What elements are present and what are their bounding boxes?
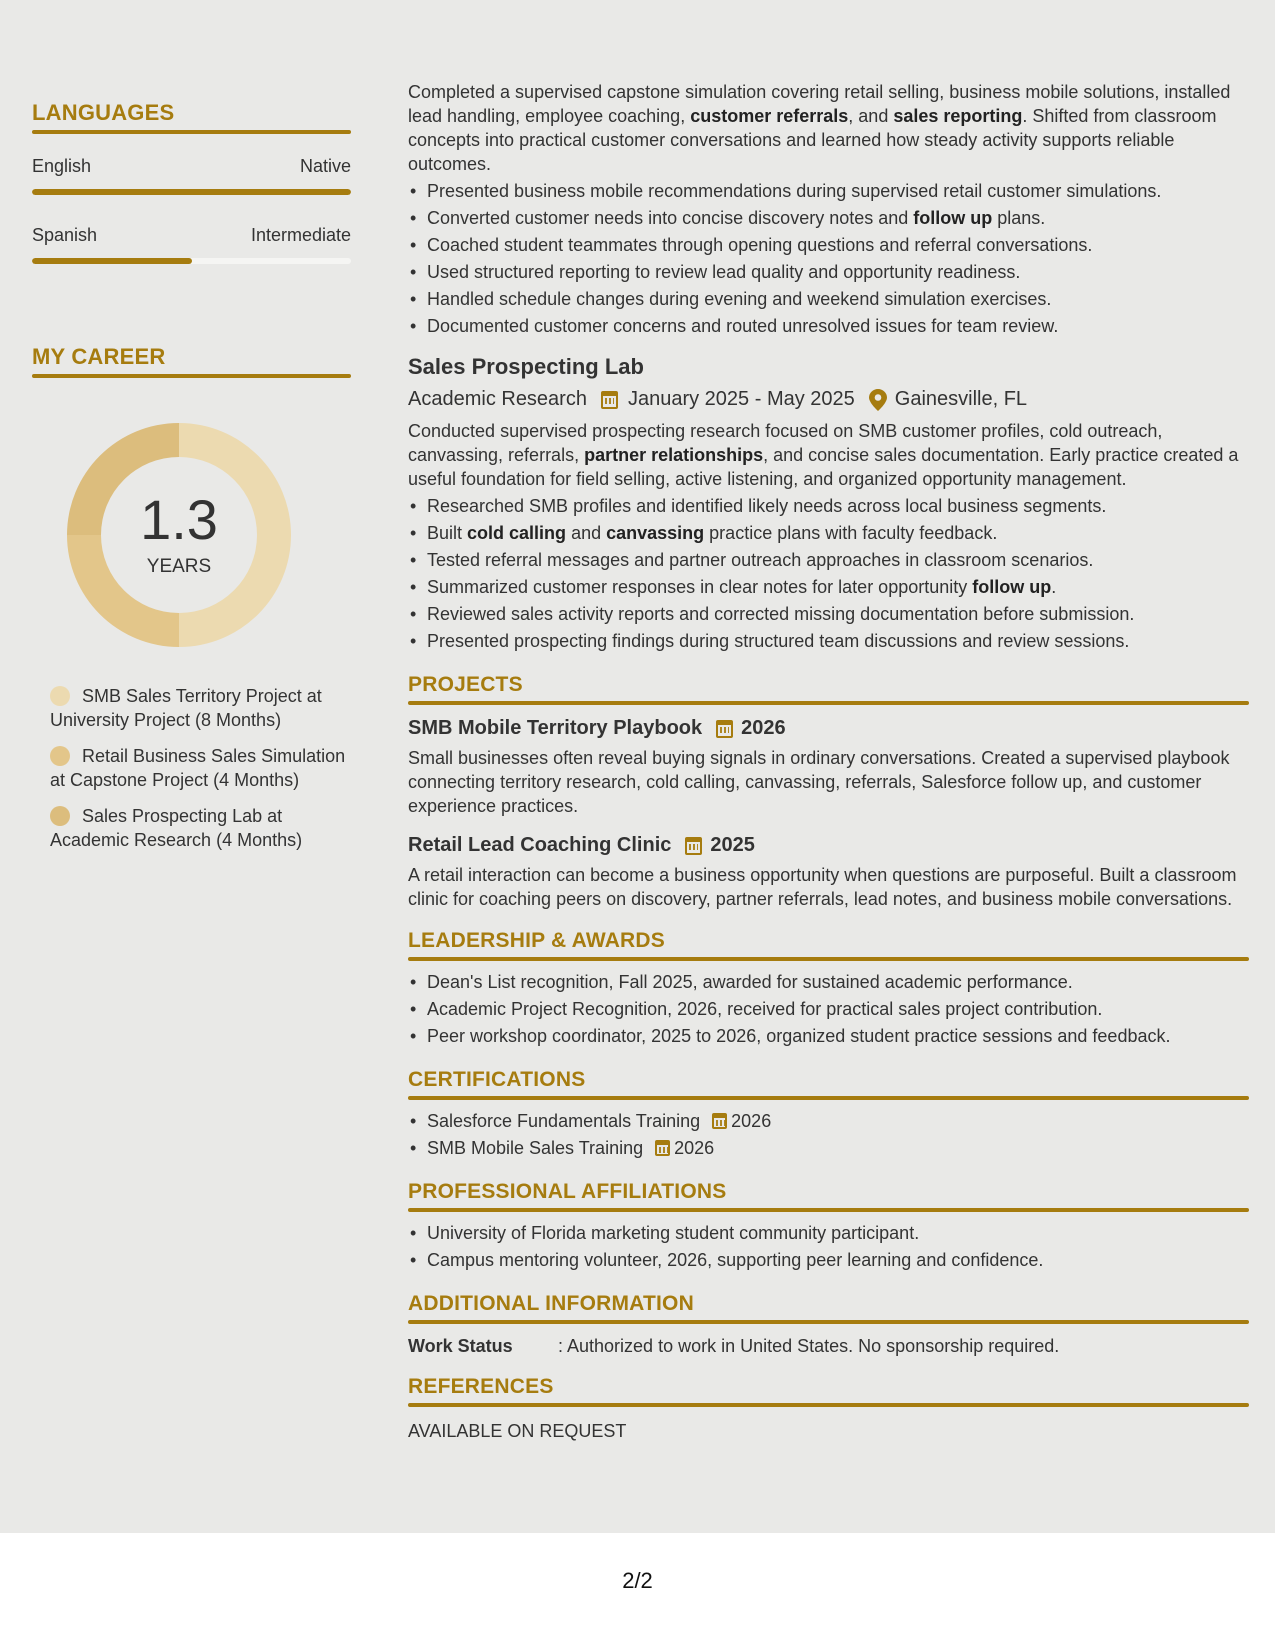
text-segment: practice plans with faculty feedback.: [704, 523, 998, 543]
section-divider: [408, 1403, 1249, 1407]
work-status-value: : Authorized to work in United States. No sponsorship required.: [558, 1336, 1060, 1356]
section-title: REFERENCES: [408, 1375, 554, 1398]
bullet-item: [408, 547, 1249, 574]
affiliation-list: [408, 1220, 1249, 1274]
left-column: [32, 100, 351, 864]
career-legend: [32, 684, 351, 852]
bullet-item: • University of Florida marketing student community participant.: [408, 1220, 1249, 1247]
section-divider: [408, 957, 1249, 961]
career-legend-item: [50, 684, 351, 732]
section-title: MY CAREER: [32, 344, 166, 369]
certification-year: 2026: [731, 1111, 772, 1131]
career-legend-item: [50, 744, 351, 792]
donut-center: [66, 422, 292, 648]
emphasis-text: sales reporting: [893, 106, 1023, 126]
language-row: [32, 156, 351, 177]
section-title: CERTIFICATIONS: [408, 1068, 586, 1091]
text-segment: Converted customer needs into concise discovery notes and: [427, 208, 914, 228]
language-level: Intermediate: [250, 225, 351, 245]
calendar-icon: [655, 1140, 670, 1156]
bullet-item: • Peer workshop coordinator, 2025 to 2026, organized student practice sessions and feedback.: [408, 1023, 1249, 1050]
text-segment: Documented customer concerns and routed unresolved issues for team review.: [427, 316, 1059, 336]
work-status-label: Work Status: [408, 1336, 513, 1356]
bullet-item: [408, 232, 1249, 259]
job-entry: [408, 354, 1249, 655]
bullet-item: [408, 286, 1249, 313]
career-legend-label: Retail Business Sales Simulation at Capstone Project (4 Months): [50, 746, 346, 790]
section-divider: [408, 1208, 1249, 1212]
text-segment: Built: [427, 523, 468, 543]
languages-section: [32, 100, 351, 264]
bullet-item: • Campus mentoring volunteer, 2026, supporting peer learning and confidence.: [408, 1247, 1249, 1274]
calendar-icon: [685, 837, 702, 855]
career-section: [32, 344, 351, 852]
calendar-icon: [716, 720, 733, 738]
job-bullets: [408, 493, 1249, 655]
text-segment: plans.: [992, 208, 1046, 228]
emphasis-text: customer referrals: [690, 106, 849, 126]
experience-continued: [408, 80, 1249, 340]
affiliations-section: [408, 1180, 1249, 1274]
section-divider: [32, 374, 351, 378]
bullet-item: [408, 313, 1249, 340]
text-segment: Conducted supervised prospecting research focused on SMB customer profiles, cold outreach, canvassing, referrals,: [408, 421, 1163, 465]
text-segment: Reviewed sales activity reports and corrected missing documentation before submission.: [427, 604, 1135, 624]
bullet-item: • Dean's List recognition, Fall 2025, awarded for sustained academic performance.: [408, 969, 1249, 996]
work-status-row: [408, 1336, 1249, 1357]
page-number: 2/2: [622, 1568, 653, 1593]
section-divider: [408, 701, 1249, 705]
references-text: AVAILABLE ON REQUEST: [408, 1421, 627, 1441]
job-summary: [408, 419, 1249, 491]
language-row: [32, 225, 351, 246]
bullet-item: [408, 493, 1249, 520]
text-segment: and: [566, 523, 607, 543]
language-name: English: [32, 156, 92, 176]
legend-dot: [50, 806, 70, 826]
language-proficiency-bar: [32, 189, 351, 195]
project-description: A retail interaction can become a business opportunity when questions are purposeful. Built a classroom clinic for coaching peers on discovery, partner referrals, lead notes, and business mobile conversations.: [408, 865, 1237, 909]
references-section: [408, 1375, 1249, 1443]
job-title: Sales Prospecting Lab: [408, 354, 644, 379]
additional-info-section: [408, 1292, 1249, 1357]
language-name: Spanish: [32, 225, 98, 245]
calendar-icon: [712, 1113, 727, 1129]
career-legend-item: [50, 804, 351, 852]
project-title-row: [408, 834, 1249, 857]
text-segment: Presented business mobile recommendations during supervised retail customer simulations.: [427, 181, 1162, 201]
career-total-unit: YEARS: [146, 556, 212, 577]
language-proficiency-fill: [32, 258, 192, 264]
bullet-item: • Academic Project Recognition, 2026, received for practical sales project contribution.: [408, 996, 1249, 1023]
text-segment: Handled schedule changes during evening and weekend simulation exercises.: [427, 289, 1052, 309]
emphasis-text: canvassing: [606, 523, 705, 543]
section-title: ADDITIONAL INFORMATION: [408, 1292, 694, 1315]
section-title: PROFESSIONAL AFFILIATIONS: [408, 1180, 727, 1203]
certifications-section: [408, 1068, 1249, 1162]
language-list: [32, 156, 351, 264]
experience-bullets: [408, 178, 1249, 340]
certification-name: Salesforce Fundamentals Training: [427, 1111, 701, 1131]
text-segment: Completed a supervised capstone simulation covering retail selling, business mobile solutions, installed lead handling, employee coaching,: [408, 82, 1231, 126]
text-segment: Tested referral messages and partner outreach approaches in classroom scenarios.: [427, 550, 1094, 570]
text-segment: Used structured reporting to review lead quality and opportunity readiness.: [427, 262, 1021, 282]
project-title-row: [408, 717, 1249, 740]
emphasis-text: partner relationships: [584, 445, 764, 465]
text-segment: Coached student teammates through opening questions and referral conversations.: [427, 235, 1093, 255]
job-organization: Academic Research: [408, 388, 587, 410]
bullet-item: [408, 574, 1249, 601]
bullet-item: [408, 178, 1249, 205]
certification-name: SMB Mobile Sales Training: [427, 1138, 644, 1158]
text-segment: . Shifted from classroom concepts into practical customer conversations and learned how steady activity supports reliable outcomes.: [408, 106, 1217, 174]
language-proficiency-fill: [32, 189, 351, 195]
right-column: [408, 80, 1249, 1443]
job-dates: January 2025 - May 2025: [627, 388, 855, 410]
legend-dot: [50, 686, 70, 706]
section-title: LEADERSHIP & AWARDS: [408, 929, 665, 952]
career-legend-label: SMB Sales Territory Project at University Project (8 Months): [50, 686, 322, 730]
section-divider: [32, 130, 351, 134]
project-year: 2025: [710, 834, 755, 856]
certification-item: [408, 1108, 1249, 1135]
projects-section: [408, 673, 1249, 911]
project-name: Retail Lead Coaching Clinic: [408, 834, 672, 856]
project-name: SMB Mobile Territory Playbook: [408, 717, 703, 739]
project-list: [408, 717, 1249, 911]
calendar-icon: [601, 391, 618, 409]
career-total-value: 1.3: [140, 488, 218, 551]
leadership-section: [408, 929, 1249, 1050]
section-divider: [408, 1320, 1249, 1324]
career-donut-chart: [66, 422, 292, 648]
section-title: PROJECTS: [408, 673, 523, 696]
project-year: 2026: [741, 717, 786, 739]
language-level: Native: [299, 156, 351, 176]
section-title: LANGUAGES: [32, 100, 175, 125]
emphasis-text: follow up: [913, 208, 993, 228]
text-segment: .: [1051, 577, 1057, 597]
bullet-item: [408, 601, 1249, 628]
emphasis-text: cold calling: [467, 523, 567, 543]
emphasis-text: follow up: [972, 577, 1052, 597]
text-segment: Summarized customer responses in clear notes for later opportunity: [427, 577, 973, 597]
text-segment: Presented prospecting findings during structured team discussions and review sessions.: [427, 631, 1130, 651]
bullet-item: [408, 628, 1249, 655]
language-proficiency-bar: [32, 258, 351, 264]
bullet-item: [408, 520, 1249, 547]
legend-dot: [50, 746, 70, 766]
leadership-list: [408, 969, 1249, 1050]
job-meta: [408, 388, 1249, 411]
section-divider: [408, 1096, 1249, 1100]
location-pin-icon: [869, 389, 887, 411]
text-segment: , and concise sales documentation. Early practice created a useful foundation for field selling, active listening, and organized opportunity management.: [408, 445, 1239, 489]
bullet-item: [408, 259, 1249, 286]
certification-list: [408, 1108, 1249, 1162]
certification-item: [408, 1135, 1249, 1162]
career-legend-label: Sales Prospecting Lab at Academic Research (4 Months): [50, 806, 303, 850]
certification-year: 2026: [674, 1138, 715, 1158]
text-segment: , and: [848, 106, 894, 126]
bullet-item: [408, 205, 1249, 232]
project-description: Small businesses often reveal buying signals in ordinary conversations. Created a supervised playbook connecting territory research, cold calling, canvassing, referrals, Salesforce follow up, and customer experience practices.: [408, 748, 1230, 816]
experience-summary: [408, 80, 1249, 176]
text-segment: Researched SMB profiles and identified likely needs across local business segments.: [427, 496, 1107, 516]
job-location: Gainesville, FL: [894, 388, 1028, 410]
